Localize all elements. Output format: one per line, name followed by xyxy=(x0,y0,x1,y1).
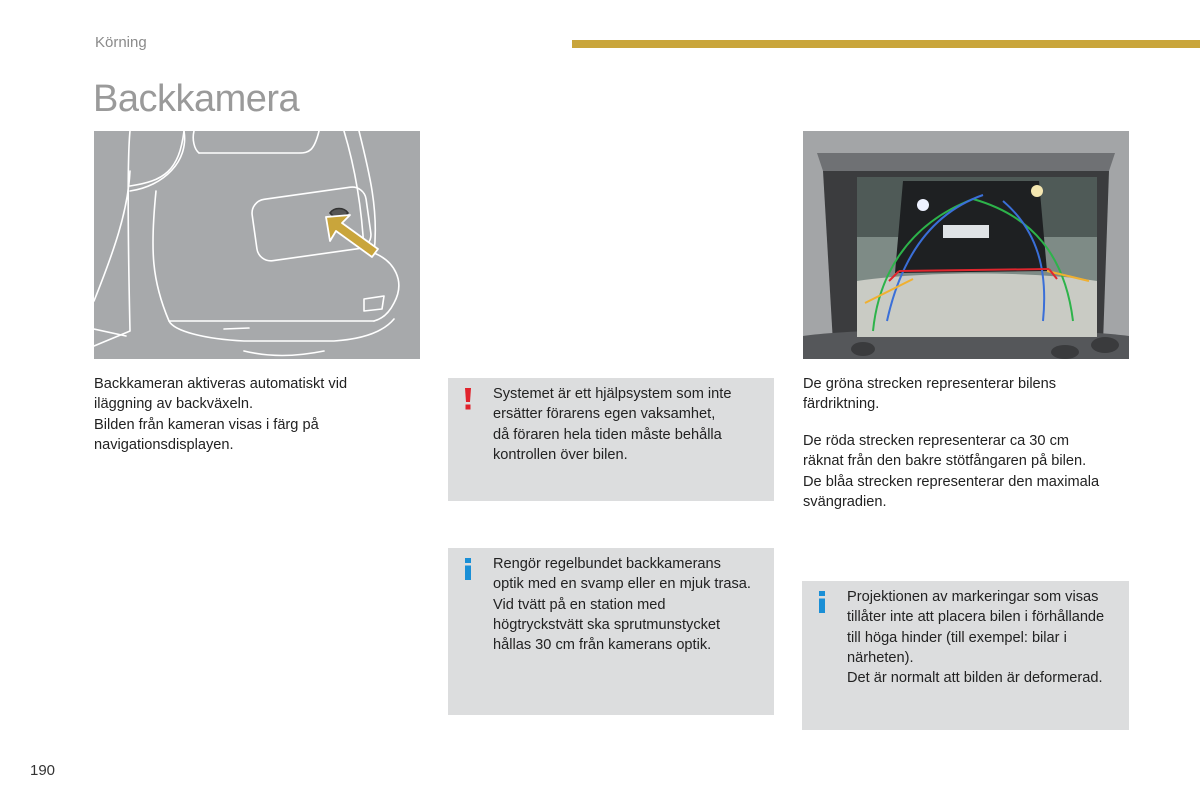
intro-line: Bilden från kameran visas i färg på xyxy=(94,416,319,433)
warning-line: kontrollen över bilen. xyxy=(493,446,628,463)
page-title: Backkamera xyxy=(93,78,300,120)
projection-info-note xyxy=(802,581,1129,730)
intro-text xyxy=(94,374,424,455)
blue-lines-line: svängradien. xyxy=(803,493,887,510)
info-icon xyxy=(816,591,828,613)
warning-line: då föraren hela tiden måste behålla xyxy=(493,426,722,443)
warning-note xyxy=(448,378,774,501)
green-lines-line: De gröna strecken representerar bilens xyxy=(803,376,1057,392)
car-rear-illustration xyxy=(94,131,420,359)
blue-lines-line: De blåa strecken representerar den maximala xyxy=(803,473,1100,490)
exclamation-icon xyxy=(462,388,474,410)
red-lines-line: räknat från den bakre stötfångaren på bilen. xyxy=(803,453,1087,470)
navigation-display-illustration xyxy=(803,131,1129,359)
warning-line: ersätter förarens egen vaksamhet, xyxy=(493,406,716,423)
info-line: Det är normalt att bilden är deformerad. xyxy=(847,670,1103,687)
section-label: Körning xyxy=(95,34,147,51)
intro-line: Backkameran aktiveras automatiskt vid xyxy=(94,376,348,392)
info-line: närheten). xyxy=(847,649,914,666)
info-line: optik med en svamp eller en mjuk trasa. xyxy=(493,576,751,593)
green-lines-line: färdriktning. xyxy=(803,396,880,413)
green-lines-text xyxy=(803,374,1133,415)
intro-line: iläggning av backväxeln. xyxy=(94,396,254,413)
info-line: Rengör regelbundet backkamerans xyxy=(493,556,721,572)
info-icon xyxy=(462,558,474,580)
info-line: högtryckstvätt ska sprutmunstycket xyxy=(493,616,721,633)
red-lines-line: De röda strecken representerar ca 30 cm xyxy=(803,433,1070,449)
info-line: Vid tvätt på en station med xyxy=(493,596,666,613)
header-accent-bar xyxy=(572,40,1200,48)
cleaning-info-note xyxy=(448,548,774,715)
info-line: Projektionen av markeringar som visas xyxy=(847,589,1099,605)
info-line: hållas 30 cm från kamerans optik. xyxy=(493,637,712,654)
info-line: tillåter inte att placera bilen i förhållande xyxy=(847,609,1105,626)
page-number: 190 xyxy=(30,762,56,779)
info-line: till höga hinder (till exempel: bilar i xyxy=(847,629,1067,646)
intro-line: navigationsdisplayen. xyxy=(94,436,234,453)
warning-line: Systemet är ett hjälpsystem som inte xyxy=(493,386,732,402)
red-blue-lines-text xyxy=(803,431,1133,512)
